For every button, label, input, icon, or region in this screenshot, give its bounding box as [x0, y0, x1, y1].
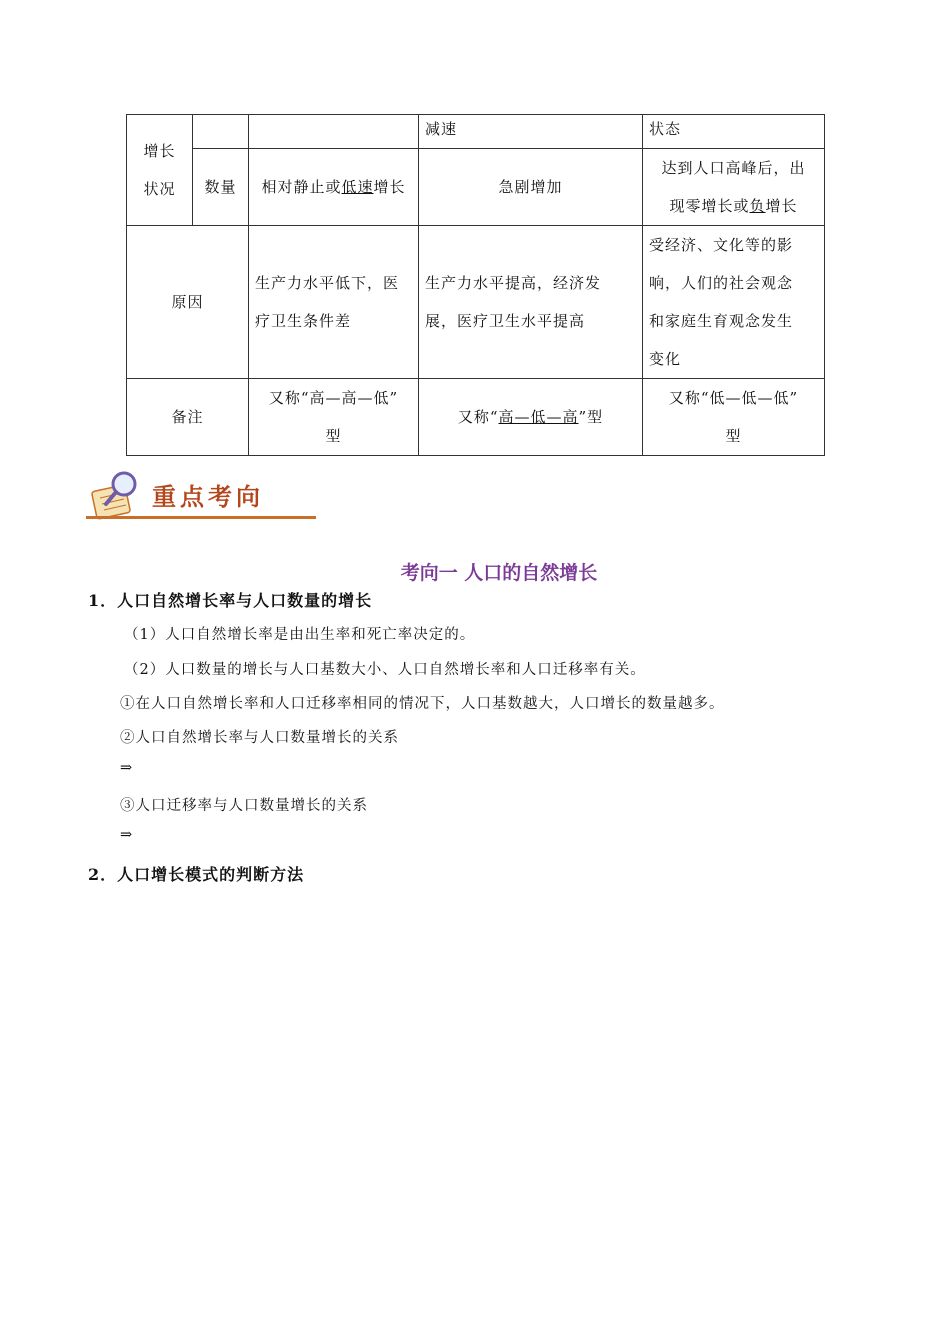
text-line: 型 [325, 427, 342, 445]
text-line: 达到人口高峰后，出 [661, 159, 806, 177]
underlined-text: 负 [749, 197, 766, 215]
text-line: 型 [725, 427, 742, 445]
row-label-cause: 原因 [127, 226, 249, 379]
text-line: 又称“低—低—低” [668, 389, 799, 407]
paragraph-4: ②人口自然增长率与人口数量增长的关系 [120, 730, 399, 746]
cell-quantity-label: 数量 [193, 149, 249, 226]
text-line: 展，医疗卫生水平提高 [425, 312, 586, 330]
heading-2: 2．人口增长模式的判断方法 [88, 865, 305, 884]
cell-cause-stage3 [643, 226, 825, 379]
text: 增长 [373, 178, 406, 196]
banner-underline [86, 516, 316, 519]
paragraph-5: ③人口迁移率与人口数量增长的关系 [120, 798, 368, 814]
cell-quantity-stage2: 急剧增加 [419, 149, 643, 226]
arrow-1: ⇒ [120, 760, 134, 776]
underlined-text: 高—低—高 [498, 408, 579, 426]
label-growth-line1: 增长 [143, 142, 176, 160]
cell-note-stage3 [643, 379, 825, 456]
text-line: 和家庭生育观念发生 [649, 312, 794, 330]
cell-decelerate: 减速 [419, 115, 643, 149]
paragraph-1: （1）人口自然增长率是由出生率和死亡率决定的。 [124, 627, 476, 643]
cell-note-stage1 [249, 379, 419, 456]
empty-cell [249, 115, 419, 149]
text: 又称“ [457, 408, 499, 426]
underlined-text: 低速 [341, 178, 374, 196]
text: 相对静止或 [261, 178, 342, 196]
cell-state: 状态 [643, 115, 825, 149]
text: ”型 [578, 408, 604, 426]
population-growth-table [126, 114, 825, 456]
text-line: 生产力水平低下，医 [255, 274, 400, 292]
row-label-growth [127, 115, 193, 226]
cell-quantity-stage3 [643, 149, 825, 226]
section-title: 考向一 人口的自然增长 [400, 562, 598, 584]
text-line: 疗卫生条件差 [255, 312, 352, 330]
paragraph-3: ①在人口自然增长率和人口迁移率相同的情况下，人口基数越大，人口增长的数量越多。 [120, 696, 725, 712]
text-line: 又称“高—高—低” [268, 389, 399, 407]
cell-cause-stage1 [249, 226, 419, 379]
text-line: 受经济、文化等的影 [649, 236, 794, 254]
paragraph-2: （2）人口数量的增长与人口基数大小、人口自然增长率和人口迁移率有关。 [124, 662, 646, 678]
text-line [649, 187, 818, 225]
heading-1: 1．人口自然增长率与人口数量的增长 [88, 591, 373, 610]
key-direction-banner-title: 重点考向 [152, 483, 264, 511]
text-line: 生产力水平提高，经济发 [425, 274, 602, 292]
empty-cell [193, 115, 249, 149]
text: 现零增长或 [669, 197, 750, 215]
text-line: 响，人们的社会观念 [649, 274, 794, 292]
cell-cause-stage2 [419, 226, 643, 379]
row-label-note: 备注 [127, 379, 249, 456]
label-growth-line2: 状况 [143, 180, 176, 198]
text: 增长 [765, 197, 798, 215]
cell-quantity-stage1 [249, 149, 419, 226]
text-line: 变化 [649, 350, 682, 368]
arrow-2: ⇒ [120, 827, 134, 843]
cell-note-stage2 [419, 379, 643, 456]
